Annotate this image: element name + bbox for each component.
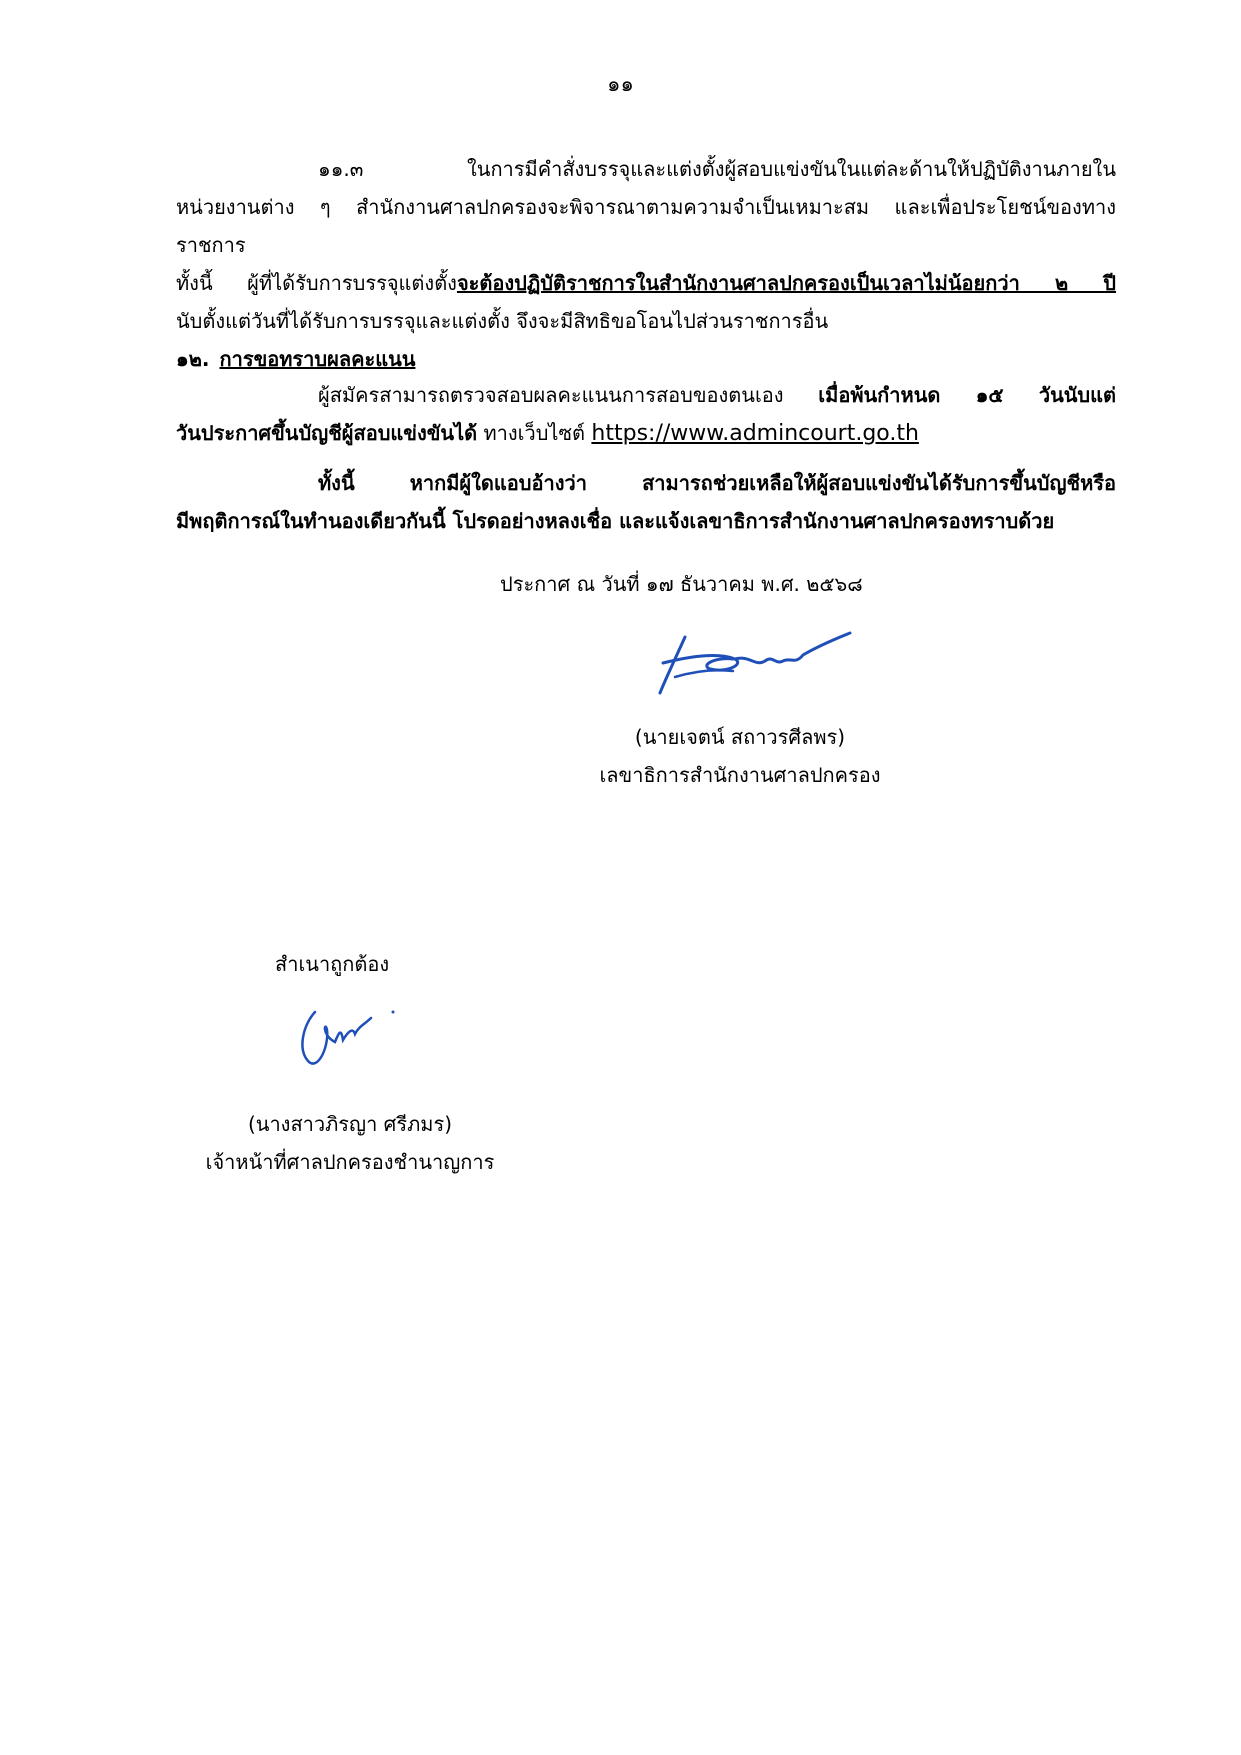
certified-copy-signature-image (295, 1000, 405, 1075)
certifier-name: (นางสาวภิรญา ศรีภมร) (247, 1112, 453, 1136)
page-number: ๑๑ (607, 72, 634, 96)
secretary-signature-image (655, 625, 855, 700)
section-12-paragraph (176, 376, 1116, 453)
section-11-3-line-3 (176, 264, 1116, 302)
website-link[interactable]: https://www.admincourt.go.th (591, 421, 919, 446)
section-12-line-2-bold: วันประกาศขึ้นบัญชีผู้สอบแข่งขันได้ (176, 421, 478, 445)
section-12-line-2-plain: ทางเว็บไซต์ (483, 421, 586, 445)
section-12-number: ๑๒. (176, 347, 210, 371)
secretary-position: เลขาธิการสำนักงานศาลปกครอง (599, 763, 881, 787)
section-12-heading (176, 343, 415, 375)
section-12-line-1 (176, 376, 1116, 414)
secretary-name: (นายเจตน์ สถาวรศีลพร) (634, 725, 846, 749)
section-11-3-line-4: นับตั้งแต่วันที่ได้รับการบรรจุและแต่งตั้ง จึงจะมีสิทธิขอโอนไปส่วนราชการอื่น (176, 309, 829, 333)
certified-copy-signature-block (180, 1105, 520, 1181)
certifier-position: เจ้าหน้าที่ศาลปกครองชำนาญการ (205, 1150, 495, 1174)
section-11-3-emphasis: จะต้องปฏิบัติราชการในสำนักงานศาลปกครองเป็นเวลาไม่น้อยกว่า ๒ ปี (456, 271, 1116, 295)
warning-line-2: มีพฤติการณ์ในทำนองเดียวกันนี้ โปรดอย่างหลงเชื่อ และแจ้งเลขาธิการสำนักงานศาลปกครองทราบด้วย (176, 509, 1055, 533)
section-12-line-1-plain: ผู้สมัครสามารถตรวจสอบผลคะแนนการสอบของตนเอง (318, 383, 784, 407)
section-11-3-paragraph (176, 150, 1116, 340)
warning-line-1: ทั้งนี้ หากมีผู้ใดแอบอ้างว่า สามารถช่วยเหลือให้ผู้สอบแข่งขันได้รับการขึ้นบัญชีหรือ (318, 471, 1116, 495)
section-12-title: การขอทราบผลคะแนน (219, 347, 416, 371)
section-11-3-line-3-plain: ทั้งนี้ ผู้ที่ได้รับการบรรจุแต่งตั้ง (176, 271, 457, 295)
secretary-signature-block (560, 718, 920, 794)
certified-copy-label: สำเนาถูกต้อง (275, 952, 390, 976)
section-11-3-line-2: หน่วยงานต่าง ๆ สำนักงานศาลปกครองจะพิจารณาตามความจำเป็นเหมาะสม และเพื่อประโยชน์ของทางราชการ (176, 195, 1116, 257)
warning-paragraph (176, 464, 1116, 540)
section-12-line-2 (176, 414, 1116, 453)
announcement-date: ประกาศ ณ วันที่ ๑๗ ธันวาคม พ.ศ. ๒๕๖๘ (500, 572, 863, 596)
section-12-line-1-bold: เมื่อพ้นกำหนด ๑๕ วันนับแต่ (818, 383, 1116, 407)
section-11-3-line-1: ๑๑.๓ ในการมีคำสั่งบรรจุและแต่งตั้งผู้สอบแข่งขันในแต่ละด้านให้ปฏิบัติงานภายใน (318, 157, 1116, 181)
